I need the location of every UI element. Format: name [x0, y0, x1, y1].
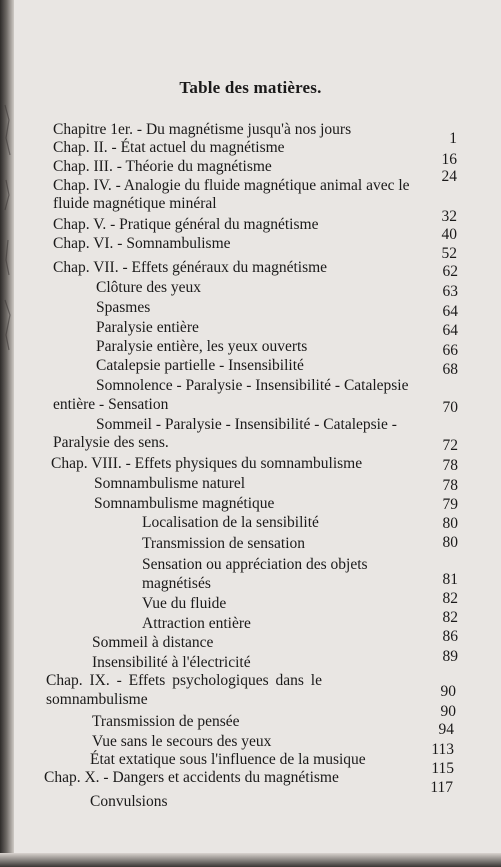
toc-entry-chapter-1: Chapitre 1er. - Du magnétisme jusqu'à nos jours	[53, 121, 352, 138]
toc-page-number: 68	[442, 361, 458, 378]
toc-page-number: 80	[442, 515, 458, 532]
toc-page-number: 78	[442, 477, 458, 494]
toc-subentry: Somnambulisme naturel	[94, 475, 246, 492]
toc-entry-chapter-4: Chap. IV. - Analogie du fluide magnétique animal avec le	[53, 177, 410, 194]
toc-subentry: État extatique sous l'influence de la musique	[90, 751, 366, 768]
toc-subentry: Vue sans le secours des yeux	[92, 733, 272, 750]
toc-entry-chapter-4-cont: fluide magnétique minéral	[53, 195, 217, 212]
toc-entry-chapter-5: Chap. V. - Pratique général du magnétisme	[53, 216, 319, 233]
toc-page-number: 86	[442, 628, 458, 645]
toc-page-number: 115	[431, 760, 454, 777]
toc-subentry-cont: entière - Sensation	[53, 396, 169, 413]
toc-page-number: 90	[440, 683, 456, 700]
toc-subsubentry: Localisation de la sensibilité	[142, 514, 319, 531]
toc-page-number: 78	[442, 457, 458, 474]
toc-page-number: 81	[442, 571, 458, 588]
toc-subentry: Paralysie entière, les yeux ouverts	[96, 338, 308, 355]
toc-entry-chapter-10: Chap. X. - Dangers et accidents du magnétisme	[44, 769, 339, 786]
toc-page-number: 1	[449, 130, 457, 147]
toc-subsubentry: Sensation ou appréciation des objets	[142, 556, 368, 573]
toc-page-number: 82	[442, 590, 458, 607]
toc-page-number: 40	[441, 226, 457, 243]
toc-subentry: Somnolence - Paralysie - Insensibilité - Catalepsie	[96, 377, 409, 394]
toc-page-number: 80	[442, 534, 458, 551]
toc-subentry: Spasmes	[96, 299, 151, 316]
toc-page-number: 64	[442, 322, 458, 339]
toc-page-number: 52	[441, 245, 457, 262]
toc-page-number: 16	[441, 151, 457, 168]
toc-entry-chapter-2: Chap. II. - État actuel du magnétisme	[53, 139, 285, 156]
toc-entry-chapter-9-cont: somnambulisme	[46, 691, 148, 708]
toc-entry-chapter-9: Chap. IX. - Effets psychologiques dans le	[46, 672, 322, 689]
toc-subsubentry: Transmission de sensation	[142, 535, 306, 552]
toc-subentry: Convulsions	[90, 793, 168, 810]
toc-subsubentry: Vue du fluide	[142, 595, 227, 612]
toc-subentry: Transmission de pensée	[92, 713, 240, 730]
toc-entry-chapter-8: Chap. VIII. - Effets physiques du somnambulisme	[51, 455, 363, 472]
toc-page-number: 63	[442, 283, 458, 300]
toc-page-number: 79	[442, 496, 458, 513]
page-title: Table des matières.	[179, 78, 322, 97]
toc-page-number: 66	[442, 342, 458, 359]
toc-page-number: 24	[441, 168, 457, 185]
toc-page-number: 89	[442, 648, 458, 665]
toc-page-number: 64	[442, 303, 458, 320]
toc-entry-chapter-6: Chap. VI. - Somnambulisme	[53, 235, 231, 252]
toc-page-number: 70	[442, 399, 458, 416]
toc-page-number: 72	[442, 437, 458, 454]
toc-subentry: Sommeil à distance	[92, 634, 214, 651]
toc-subsubentry-cont: magnétisés	[142, 575, 211, 592]
toc-subentry: Clôture des yeux	[96, 279, 202, 296]
toc-subentry: Sommeil - Paralysie - Insensibilité - Catalepsie -	[96, 416, 397, 433]
toc-entry-chapter-3: Chap. III. - Théorie du magnétisme	[53, 158, 272, 175]
toc-entry-chapter-7: Chap. VII. - Effets généraux du magnétisme	[53, 259, 328, 276]
toc-page-number: 90	[440, 703, 456, 720]
toc-page-number: 113	[431, 741, 454, 758]
toc-subsubentry: Attraction entière	[142, 615, 251, 632]
toc-subentry: Insensibilité à l'électricité	[92, 654, 251, 671]
toc-subentry-cont: Paralysie des sens.	[53, 434, 169, 451]
toc-subentry: Catalepsie partielle - Insensibilité	[96, 357, 304, 374]
toc-page-number: 117	[430, 779, 453, 796]
toc-page-number: 32	[441, 208, 457, 225]
toc-page-number: 94	[438, 721, 454, 738]
toc-subentry: Paralysie entière	[96, 319, 199, 336]
toc-page-number: 62	[442, 263, 458, 280]
toc-subentry: Somnambulisme magnétique	[94, 495, 275, 512]
toc-page-number: 82	[442, 609, 458, 626]
